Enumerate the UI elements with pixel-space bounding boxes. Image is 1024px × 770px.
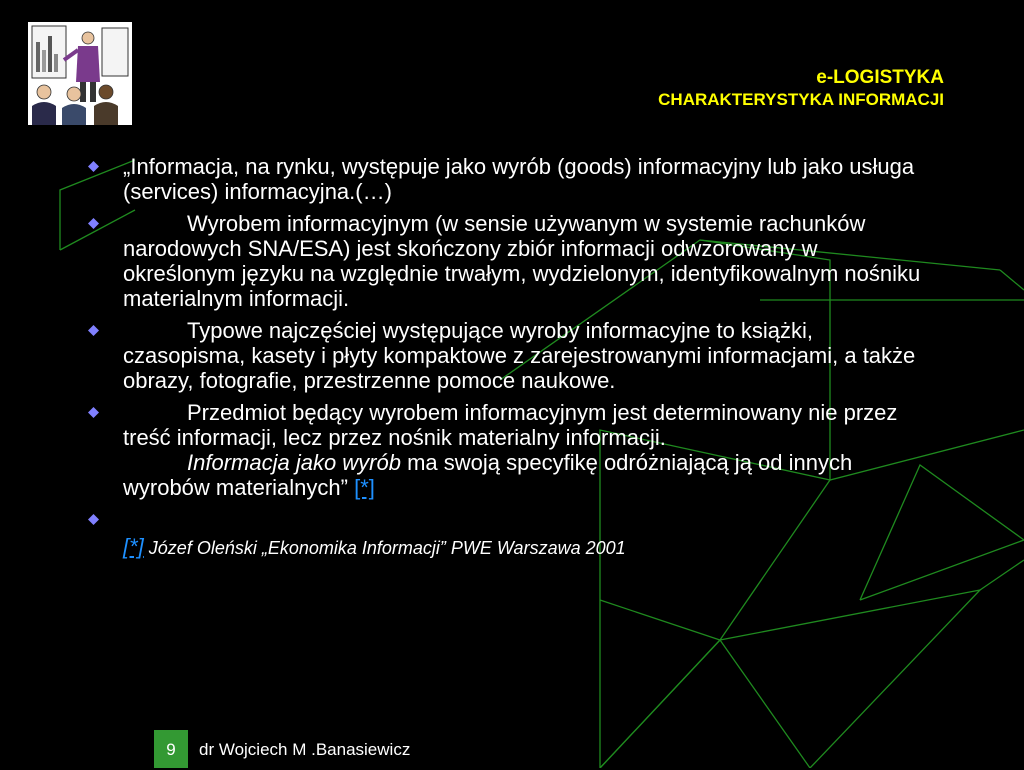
list-item — [86, 154, 932, 204]
bullet-text: Typowe najczęściej występujące wyroby informacyjne to książki, czasopisma, kasety i płyty kompaktowe z zarejestrowanymi informacjami, a także obrazy, fotografie, przestrzenne pomoce naukowe. — [123, 318, 916, 393]
bullet-text: „Informacja, na rynku, występuje jako wyrób (goods) informacyjny lub jako usługa (services) informacyjna.(…) — [123, 154, 915, 204]
list-item — [86, 507, 932, 561]
author-footer: dr Wojciech M .Banasiewicz — [199, 740, 411, 759]
diamond-bullet-icon — [88, 325, 99, 336]
list-item — [86, 318, 932, 393]
presenter-with-chart-icon — [28, 22, 132, 125]
footnote-anchor[interactable]: [*] — [123, 534, 144, 559]
italic-phrase: Informacja jako wyrób — [187, 450, 401, 475]
diamond-bullet-icon — [88, 161, 99, 172]
title-line-1: e-LOGISTYKA — [816, 67, 944, 88]
diamond-bullet-icon — [88, 407, 99, 418]
slide-title — [658, 67, 944, 111]
footnote-link[interactable]: [*] — [354, 475, 375, 500]
bullet-list — [86, 154, 932, 568]
diamond-bullet-icon — [88, 218, 99, 229]
page-number-badge: 9 — [154, 730, 188, 768]
bullet-text: Przedmiot będący wyrobem informacyjnym jest determinowany nie przez treść informacji, lecz przez nośnik materialny informacji. — [123, 400, 898, 450]
list-item — [86, 211, 932, 311]
logo-clipart — [28, 22, 132, 125]
citation — [123, 534, 932, 561]
citation-text: Józef Oleński „Ekonomika Informacji” PWE Warszawa 2001 — [143, 538, 626, 558]
diamond-bullet-icon — [88, 514, 99, 525]
bullet-continuation: ma swoją specyfikę odróżniającą ją od innych wyrobów materialnych” — [123, 450, 853, 500]
title-line-2: CHARAKTERYSTYKA INFORMACJI — [658, 90, 944, 109]
list-item — [86, 400, 932, 500]
bullet-text: Wyrobem informacyjnym (w sensie używanym w systemie rachunków narodowych SNA/ESA) jest skończony zbiór informacji odwzorowany w określonym języku na względnie trwałym, wydzielonym, identyfikowalnym nośniku materialnym informacji. — [123, 211, 921, 311]
